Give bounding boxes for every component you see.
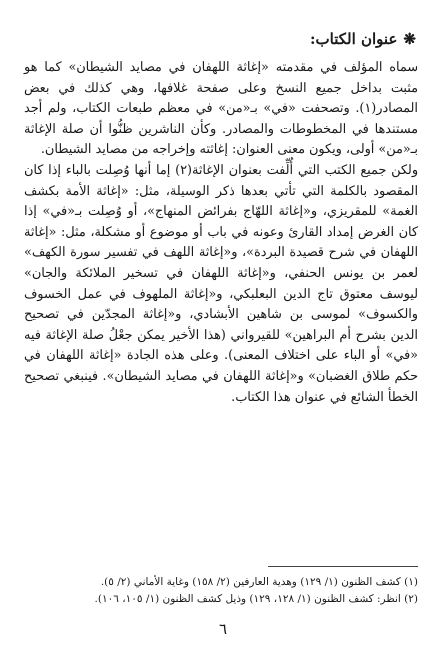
main-text (24, 58, 418, 408)
section-heading (24, 30, 418, 48)
page-number: ٦ (218, 620, 228, 638)
footnotes (24, 574, 418, 608)
footnote-divider (268, 566, 418, 567)
flower-bullet-icon: ❋ (403, 29, 416, 48)
paragraph-2: ولكن جميع الكتب التي أُلِّفت بعنوان الإغاثة(٢) إما أنها وُصِلت بالباء إذا كان المقصود بالكلمة التي تأتي بعدها ذكر الوسيلة، مثل: «إغاثة الأمة بكشف الغمة» للمقريزي، و«إغاثة اللهّاج بفرائض المنهاج»، أو وُصِلت بـ«في» إذا كان الغرض إمداد القارئ وعونه في باب أو موضوع أو مشكلة، مثل: «إغاثة اللهفان في شرح قصيدة البردة»، و«إغاثة اللهف في تفسير سورة الكهف» لعمر بن يونس الحنفي، و«إغاثة اللهفان في تسخير الملائكة والجان» ليوسف معتوق تاج الدين البعلبكي، و«إغاثة الملهوف في عمل الخسوف والكسوف» لموسى بن شاهين الأبشادي، و«إغاثة المجدّين في تصحيح الدين بشرح أم البراهين» للقيرواني (هذا الأخير يمكن جعْلُ صلة الإغاثة فيه «في» أو الباء على اختلاف المعنى). وعلى هذه الجادة «إغاثة اللهفان في حكم طلاق الغضبان» و«إغاثة اللهفان في مصايد الشيطان». فينبغي تصحيح الخطأ الشائع في عنوان هذا الكتاب. (24, 162, 418, 405)
footnote-1: (١) كشف الظنون (١/ ١٢٩) وهدية العارفين (٢/ ١٥٨) وغاية الأماني (٢/ ٥). (100, 576, 418, 588)
paragraph-1: سماه المؤلف في مقدمته «إغاثة اللهفان في مصايد الشيطان» كما هو مثبت بداخل جميع النسخ وعلى صفحة غلافها، وهي كذلك في بعض المصادر(١). وتصحفت «في» بـ«من» في معظم طبعات الكتاب، ولم أجد مستندها في المخطوطات والمصادر. وكأن الناشرين ظنُّوا أن صلة الإغاثة بـ«من» أولى، ويكون معنى العنوان: إغاثته وإخراجه من مصايد الشيطان. (24, 60, 418, 158)
section-heading-text: عنوان الكتاب: (310, 30, 398, 48)
footnote-2: (٢) انظر: كشف الظنون (١/ ١٢٨، ١٢٩) وذيل كشف الظنون (١/ ١٠٥، ١٠٦). (94, 593, 418, 605)
